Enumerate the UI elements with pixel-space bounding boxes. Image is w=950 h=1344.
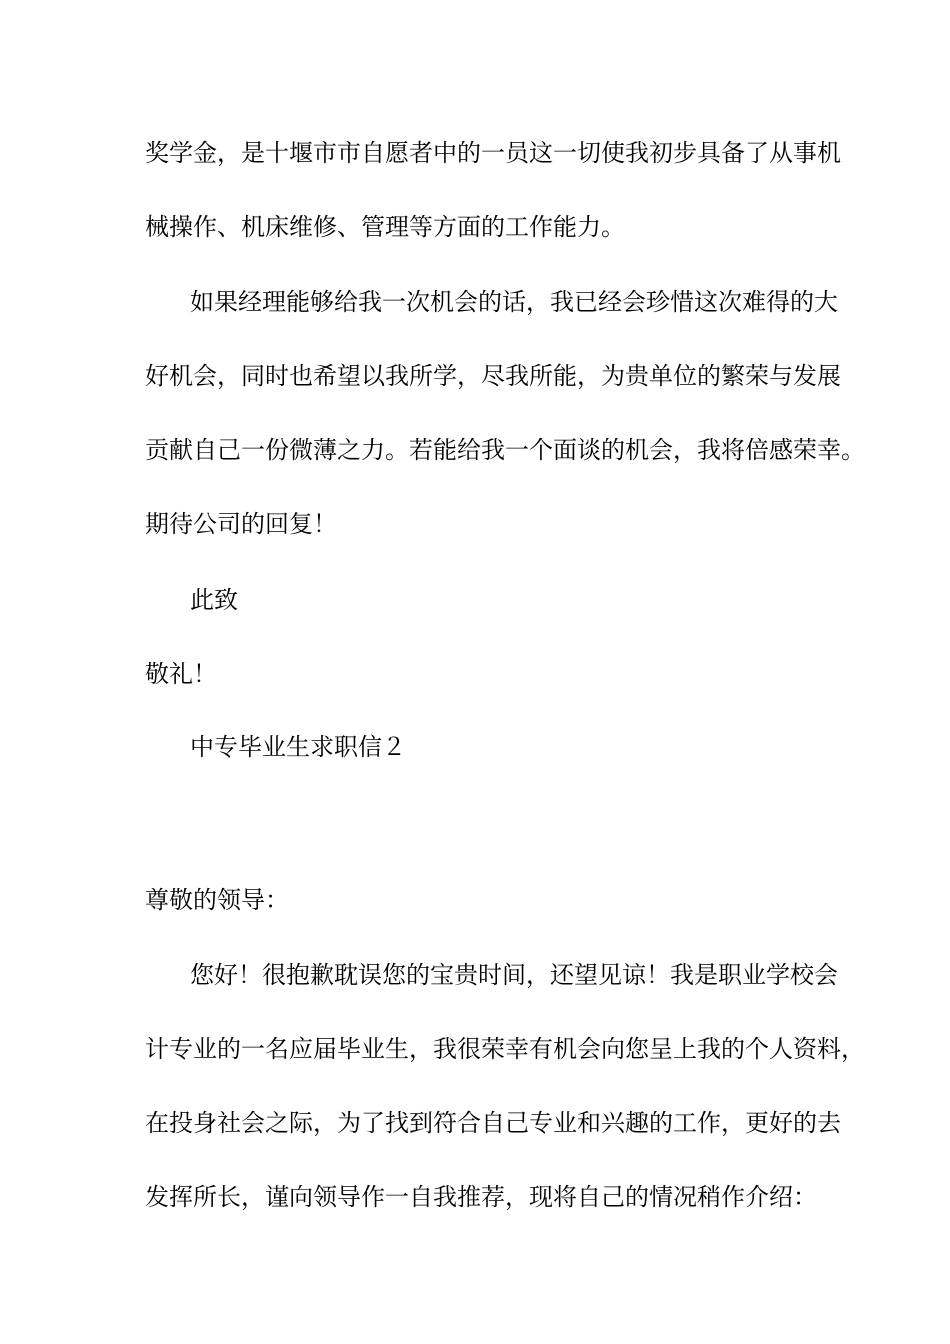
text-line: 发挥所长，谨向领导作一自我推荐，现将自己的情况稍作介绍： (145, 1183, 817, 1211)
text-line: 贡献自己一份微薄之力。若能给我一个面谈的机会，我将倍感荣幸。 (145, 436, 865, 464)
paragraph-line: 如果经理能够给我一次机会的话，我已经会珍惜这次难得的大 (190, 288, 838, 316)
greeting-line: 尊敬的领导： (145, 886, 289, 914)
text-line: 在投身社会之际，为了找到符合自己专业和兴趣的工作，更好的去 (145, 1109, 841, 1137)
text-line: 期待公司的回复！ (145, 510, 337, 538)
paragraph-line: 您好！很抱歉耽误您的宝贵时间，还望见谅！我是职业学校会 (190, 961, 838, 989)
closing-line: 此致 (190, 586, 238, 614)
text-line: 奖学金，是十堰市市自愿者中的一员这一切使我初步具备了从事机 (145, 139, 841, 167)
text-line: 械操作、机床维修、管理等方面的工作能力。 (145, 213, 625, 241)
text-line: 计专业的一名应届毕业生，我很荣幸有机会向您呈上我的个人资料， (145, 1035, 865, 1063)
salutation-line: 敬礼！ (145, 660, 217, 688)
section-title: 中专毕业生求职信２ (190, 733, 406, 761)
text-line: 好机会，同时也希望以我所学，尽我所能，为贵单位的繁荣与发展 (145, 362, 841, 390)
